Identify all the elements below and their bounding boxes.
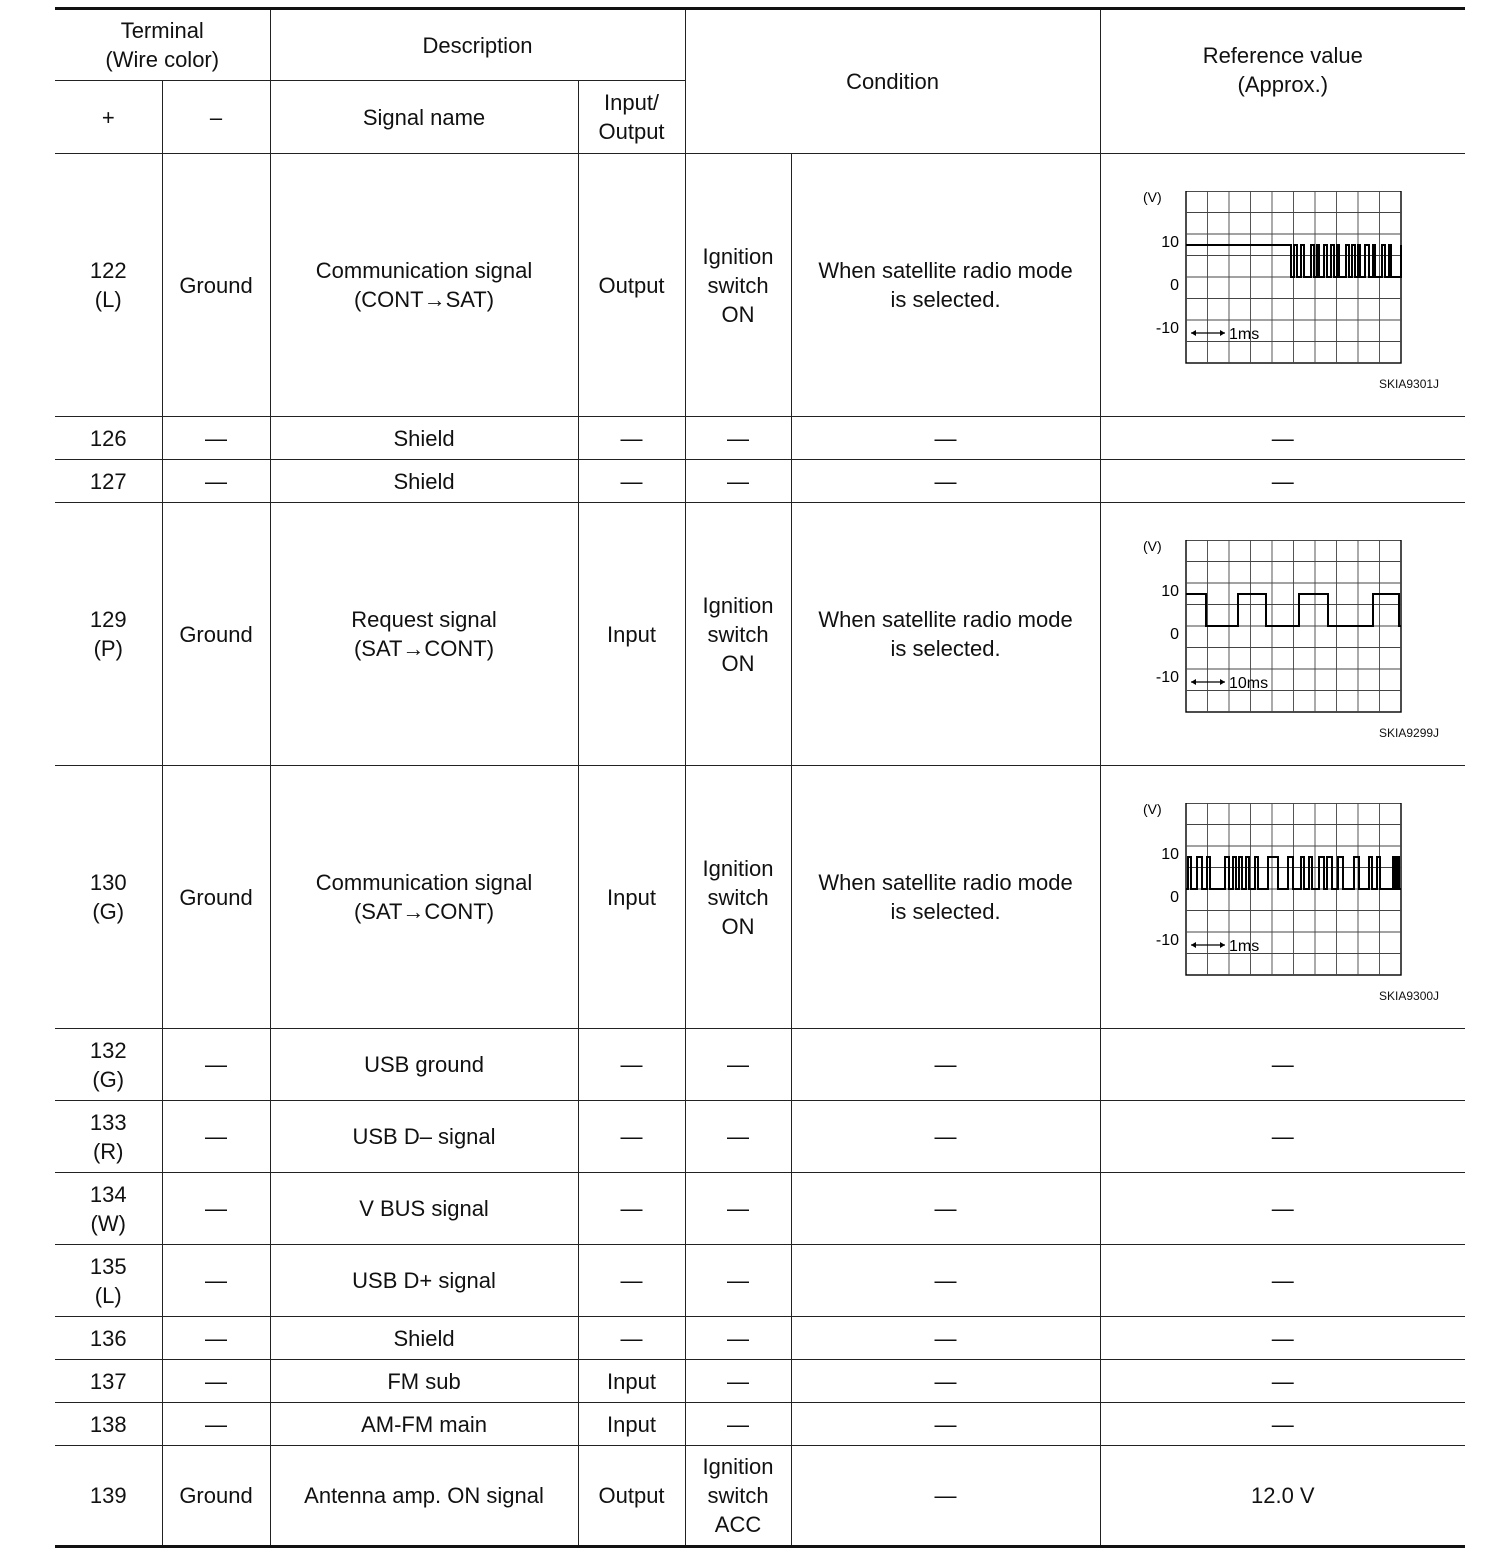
- condition-switch-cell: —: [685, 417, 791, 460]
- table-row: [55, 1101, 1465, 1173]
- condition-detail-cell: —: [791, 460, 1100, 503]
- table-row: [55, 417, 1465, 460]
- terminal-minus-cell: —: [162, 1403, 270, 1446]
- table-row: [55, 460, 1465, 503]
- y-tick-0: 0: [1169, 277, 1179, 294]
- table-row: [55, 503, 1465, 766]
- condition-detail-cell: —: [791, 1029, 1100, 1101]
- reference-waveform-cell: [1100, 766, 1465, 1029]
- terminal-plus-cell: 134 (W): [55, 1173, 162, 1245]
- condition-detail-cell: When satellite radio mode is selected.: [791, 503, 1100, 766]
- condition-switch-cell: —: [685, 1317, 791, 1360]
- reference-value-cell: —: [1100, 1360, 1465, 1403]
- signal-name-cell: FM sub: [270, 1360, 578, 1403]
- condition-detail-cell: —: [791, 1245, 1100, 1317]
- io-cell: Input: [578, 1403, 685, 1446]
- terminal-plus-cell: 139: [55, 1446, 162, 1547]
- waveform-chart: [1101, 777, 1466, 1017]
- reference-value-cell: 12.0 V: [1100, 1446, 1465, 1547]
- reference-value-cell: —: [1100, 1173, 1465, 1245]
- table-row: [55, 1403, 1465, 1446]
- signal-name-cell: Communication signal (SAT→CONT): [270, 766, 578, 1029]
- table-row: [55, 1317, 1465, 1360]
- io-cell: —: [578, 1101, 685, 1173]
- header-plus: +: [55, 81, 162, 154]
- figure-code: SKIA9300J: [1379, 989, 1440, 1003]
- io-cell: Output: [578, 1446, 685, 1547]
- table-row: [55, 1245, 1465, 1317]
- terminal-minus-cell: —: [162, 1245, 270, 1317]
- terminal-plus-cell: 133 (R): [55, 1101, 162, 1173]
- io-cell: —: [578, 1245, 685, 1317]
- header-terminal: Terminal (Wire color): [55, 9, 270, 81]
- time-scale-marker: [1191, 938, 1259, 955]
- io-cell: —: [578, 1317, 685, 1360]
- signal-name-cell: V BUS signal: [270, 1173, 578, 1245]
- condition-detail-cell: —: [791, 417, 1100, 460]
- waveform-graph: [1141, 191, 1441, 391]
- reference-value-cell: —: [1100, 417, 1465, 460]
- terminal-plus-cell: 130 (G): [55, 766, 162, 1029]
- condition-switch-cell: —: [685, 1101, 791, 1173]
- signal-trace: [1186, 245, 1401, 277]
- table-row: [55, 1446, 1465, 1547]
- terminal-minus-cell: —: [162, 1317, 270, 1360]
- io-cell: —: [578, 1173, 685, 1245]
- terminal-minus-cell: —: [162, 1360, 270, 1403]
- waveform-chart: [1101, 514, 1466, 754]
- condition-switch-cell: —: [685, 1360, 791, 1403]
- table-body: [55, 154, 1465, 1547]
- terminal-plus-cell: 137: [55, 1360, 162, 1403]
- terminal-plus-cell: 126: [55, 417, 162, 460]
- terminal-minus-cell: Ground: [162, 503, 270, 766]
- condition-switch-cell: Ignition switch ON: [685, 154, 791, 417]
- io-cell: Input: [578, 503, 685, 766]
- signal-name-cell: Shield: [270, 460, 578, 503]
- condition-detail-cell: —: [791, 1446, 1100, 1547]
- signal-name-cell: Communication signal (CONT→SAT): [270, 154, 578, 417]
- unit-label: (V): [1142, 191, 1162, 205]
- condition-detail-cell: When satellite radio mode is selected.: [791, 154, 1100, 417]
- terminal-minus-cell: —: [162, 1101, 270, 1173]
- reference-value-cell: —: [1100, 1317, 1465, 1360]
- condition-switch-cell: —: [685, 1245, 791, 1317]
- condition-switch-cell: —: [685, 1173, 791, 1245]
- io-cell: —: [578, 460, 685, 503]
- y-tick-0: 0: [1169, 626, 1179, 643]
- condition-switch-cell: Ignition switch ON: [685, 503, 791, 766]
- reference-value-cell: —: [1100, 1403, 1465, 1446]
- waveform-chart: [1101, 165, 1466, 405]
- signal-name-cell: USB ground: [270, 1029, 578, 1101]
- terminal-minus-cell: —: [162, 1173, 270, 1245]
- signal-name-cell: Shield: [270, 417, 578, 460]
- condition-switch-cell: Ignition switch ON: [685, 766, 791, 1029]
- io-cell: —: [578, 1029, 685, 1101]
- table-row: [55, 1360, 1465, 1403]
- waveform-graph: [1141, 803, 1441, 1003]
- condition-detail-cell: —: [791, 1403, 1100, 1446]
- io-cell: —: [578, 417, 685, 460]
- y-tick-10: 10: [1160, 234, 1179, 251]
- condition-switch-cell: —: [685, 460, 791, 503]
- time-scale-marker: [1191, 326, 1259, 343]
- header-io: Input/ Output: [578, 81, 685, 154]
- table-row: [55, 1173, 1465, 1245]
- signal-name-cell: AM-FM main: [270, 1403, 578, 1446]
- terminal-plus-cell: 122 (L): [55, 154, 162, 417]
- terminal-plus-cell: 138: [55, 1403, 162, 1446]
- time-scale-label: 10ms: [1228, 675, 1268, 692]
- table-row: [55, 1029, 1465, 1101]
- figure-code: SKIA9301J: [1379, 377, 1440, 391]
- waveform-graph: [1141, 540, 1441, 740]
- condition-switch-cell: Ignition switch ACC: [685, 1446, 791, 1547]
- header-reference: Reference value (Approx.): [1100, 9, 1465, 154]
- y-tick-0: 0: [1169, 889, 1179, 906]
- reference-value-cell: —: [1100, 1029, 1465, 1101]
- time-scale-marker: [1191, 675, 1268, 692]
- y-tick-10: 10: [1160, 846, 1179, 863]
- header-minus: –: [162, 81, 270, 154]
- signal-name-cell: Request signal (SAT→CONT): [270, 503, 578, 766]
- header-signal-name: Signal name: [270, 81, 578, 154]
- header-condition: Condition: [685, 9, 1100, 154]
- condition-switch-cell: —: [685, 1403, 791, 1446]
- signal-trace: [1186, 857, 1401, 889]
- y-tick-neg10: -10: [1155, 669, 1179, 686]
- io-cell: Input: [578, 1360, 685, 1403]
- terminal-plus-cell: 127: [55, 460, 162, 503]
- table-row: [55, 154, 1465, 417]
- reference-value-cell: —: [1100, 1245, 1465, 1317]
- condition-detail-cell: When satellite radio mode is selected.: [791, 766, 1100, 1029]
- y-tick-10: 10: [1160, 583, 1179, 600]
- condition-detail-cell: —: [791, 1101, 1100, 1173]
- time-scale-label: 1ms: [1228, 938, 1259, 955]
- terminal-minus-cell: Ground: [162, 1446, 270, 1547]
- reference-value-cell: —: [1100, 460, 1465, 503]
- terminal-plus-cell: 129 (P): [55, 503, 162, 766]
- condition-detail-cell: —: [791, 1173, 1100, 1245]
- terminal-minus-cell: —: [162, 1029, 270, 1101]
- io-cell: Input: [578, 766, 685, 1029]
- condition-switch-cell: —: [685, 1029, 791, 1101]
- terminal-minus-cell: Ground: [162, 154, 270, 417]
- signal-name-cell: USB D+ signal: [270, 1245, 578, 1317]
- terminal-plus-cell: 136: [55, 1317, 162, 1360]
- terminal-minus-cell: —: [162, 460, 270, 503]
- signal-name-cell: Shield: [270, 1317, 578, 1360]
- terminal-plus-cell: 132 (G): [55, 1029, 162, 1101]
- reference-waveform-cell: [1100, 503, 1465, 766]
- reference-value-cell: —: [1100, 1101, 1465, 1173]
- terminal-plus-cell: 135 (L): [55, 1245, 162, 1317]
- figure-code: SKIA9299J: [1379, 726, 1440, 740]
- condition-detail-cell: —: [791, 1360, 1100, 1403]
- condition-detail-cell: —: [791, 1317, 1100, 1360]
- terminal-table: [55, 7, 1465, 1548]
- reference-waveform-cell: [1100, 154, 1465, 417]
- table-row: [55, 766, 1465, 1029]
- time-scale-label: 1ms: [1228, 326, 1259, 343]
- y-tick-neg10: -10: [1155, 932, 1179, 949]
- unit-label: (V): [1142, 803, 1162, 817]
- terminal-minus-cell: —: [162, 417, 270, 460]
- signal-name-cell: USB D– signal: [270, 1101, 578, 1173]
- signal-name-cell: Antenna amp. ON signal: [270, 1446, 578, 1547]
- unit-label: (V): [1142, 540, 1162, 554]
- header-description: Description: [270, 9, 685, 81]
- terminal-minus-cell: Ground: [162, 766, 270, 1029]
- io-cell: Output: [578, 154, 685, 417]
- y-tick-neg10: -10: [1155, 320, 1179, 337]
